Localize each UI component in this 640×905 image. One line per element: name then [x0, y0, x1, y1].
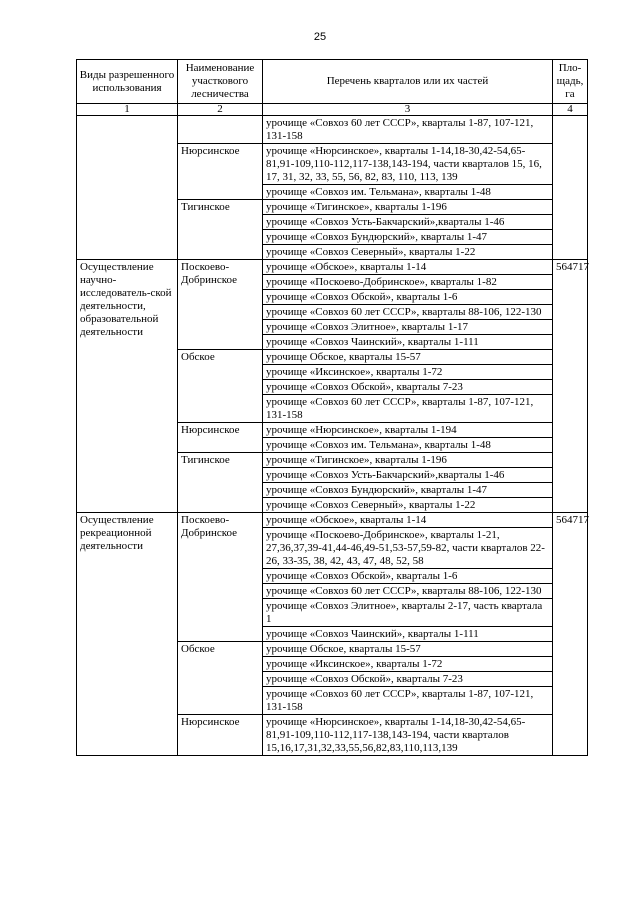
quarters-cell: урочище «Совхоз Обской», кварталы 1-6: [263, 290, 553, 305]
quarters-cell: урочище «Совхоз Северный», кварталы 1-22: [263, 245, 553, 260]
header-quarters: Перечень кварталов или их частей: [263, 60, 553, 104]
forestry-cell: Обское: [178, 642, 263, 715]
quarters-cell: урочище «Совхоз Бундюрский», кварталы 1-47: [263, 483, 553, 498]
column-number: 2: [178, 104, 263, 116]
area-cell: 564717: [553, 513, 588, 756]
quarters-cell: урочище «Нюрсинское», кварталы 1-14,18-30,42-54,65-81,91-109,110-112,117-138,143-194, части кварталов 15,16,17,31,32,33,55,56,82,83,110,113,139: [263, 715, 553, 756]
quarters-cell: урочище «Иксинское», кварталы 1-72: [263, 365, 553, 380]
quarters-table: [76, 59, 588, 756]
quarters-cell: урочище «Нюрсинское», кварталы 1-14,18-30,42-54,65-81,91-109,110-112,117-138,143-194, части кварталов 15, 16, 17, 31, 32, 33, 55, 56, 82, 83, 110, 113, 139: [263, 144, 553, 185]
forestry-cell: Нюрсинское: [178, 144, 263, 200]
use-type-cell: [77, 116, 178, 260]
quarters-cell: урочище «Нюрсинское», кварталы 1-194: [263, 423, 553, 438]
forestry-cell: Нюрсинское: [178, 423, 263, 453]
forestry-cell: Нюрсинское: [178, 715, 263, 756]
table-header-row: [77, 60, 588, 104]
use-type-cell: Осуществление научно-исследователь-ской деятельности, образовательной деятельности: [77, 260, 178, 513]
quarters-cell: урочище «Иксинское», кварталы 1-72: [263, 657, 553, 672]
forestry-cell: Обское: [178, 350, 263, 423]
table-row: [77, 260, 588, 275]
column-number-row: [77, 104, 588, 116]
quarters-cell: урочище «Совхоз Усть-Бакчарский»,кварталы 1-46: [263, 468, 553, 483]
table-row: [77, 513, 588, 528]
quarters-cell: урочище «Поскоево-Добринское», кварталы 1-82: [263, 275, 553, 290]
quarters-cell: урочище «Совхоз Обской», кварталы 7-23: [263, 672, 553, 687]
quarters-cell: урочище «Совхоз Элитное», кварталы 1-17: [263, 320, 553, 335]
quarters-cell: урочище «Совхоз 60 лет СССР», кварталы 88-106, 122-130: [263, 584, 553, 599]
quarters-cell: урочище «Совхоз Чаинский», кварталы 1-111: [263, 335, 553, 350]
column-number: 3: [263, 104, 553, 116]
quarters-cell: урочище «Совхоз Северный», кварталы 1-22: [263, 498, 553, 513]
header-forestry: Наименование участкового лесничества: [178, 60, 263, 104]
use-type-cell: Осуществление рекреационной деятельности: [77, 513, 178, 756]
forestry-cell: Тигинское: [178, 453, 263, 513]
area-cell: 564717: [553, 260, 588, 513]
quarters-cell: урочище «Совхоз им. Тельмана», кварталы 1-48: [263, 438, 553, 453]
quarters-cell: урочище Обское, кварталы 15-57: [263, 642, 553, 657]
quarters-cell: урочище «Совхоз Обской», кварталы 7-23: [263, 380, 553, 395]
header-use: Виды разрешенного использования: [77, 60, 178, 104]
quarters-cell: урочище «Совхоз 60 лет СССР», кварталы 1-87, 107-121, 131-158: [263, 395, 553, 423]
forestry-cell: Поскоево-Добринское: [178, 513, 263, 642]
forestry-cell: Поскоево-Добринское: [178, 260, 263, 350]
forestry-cell: [178, 116, 263, 144]
quarters-cell: урочище «Совхоз 60 лет СССР», кварталы 1-87, 107-121, 131-158: [263, 687, 553, 715]
quarters-cell: урочище «Тигинское», кварталы 1-196: [263, 200, 553, 215]
quarters-cell: урочище Обское, кварталы 15-57: [263, 350, 553, 365]
quarters-cell: урочище «Совхоз Чаинский», кварталы 1-111: [263, 627, 553, 642]
quarters-cell: урочище «Тигинское», кварталы 1-196: [263, 453, 553, 468]
table-body: [77, 116, 588, 756]
quarters-cell: урочище «Совхоз им. Тельмана», кварталы 1-48: [263, 185, 553, 200]
forestry-cell: Тигинское: [178, 200, 263, 260]
quarters-cell: урочище «Совхоз Усть-Бакчарский»,кварталы 1-46: [263, 215, 553, 230]
column-number: 1: [77, 104, 178, 116]
quarters-cell: урочище «Совхоз Бундюрский», кварталы 1-47: [263, 230, 553, 245]
quarters-cell: урочище «Совхоз Элитное», кварталы 2-17, часть квартала 1: [263, 599, 553, 627]
quarters-cell: урочище «Совхоз 60 лет СССР», кварталы 1-87, 107-121, 131-158: [263, 116, 553, 144]
quarters-cell: урочище «Совхоз Обской», кварталы 1-6: [263, 569, 553, 584]
page-number: 25: [313, 31, 327, 43]
quarters-cell: урочище «Совхоз 60 лет СССР», кварталы 88-106, 122-130: [263, 305, 553, 320]
quarters-cell: урочище «Поскоево-Добринское», кварталы 1-21, 27,36,37,39-41,44-46,49-51,53-57,59-82, части кварталов 22-26, 33-35, 38, 42, 43, 47, 48, 52, 58: [263, 528, 553, 569]
column-number: 4: [553, 104, 588, 116]
quarters-cell: урочище «Обское», кварталы 1-14: [263, 513, 553, 528]
quarters-cell: урочище «Обское», кварталы 1-14: [263, 260, 553, 275]
table-row: [77, 116, 588, 144]
area-cell: [553, 116, 588, 260]
header-area: Пло-щадь, га: [553, 60, 588, 104]
